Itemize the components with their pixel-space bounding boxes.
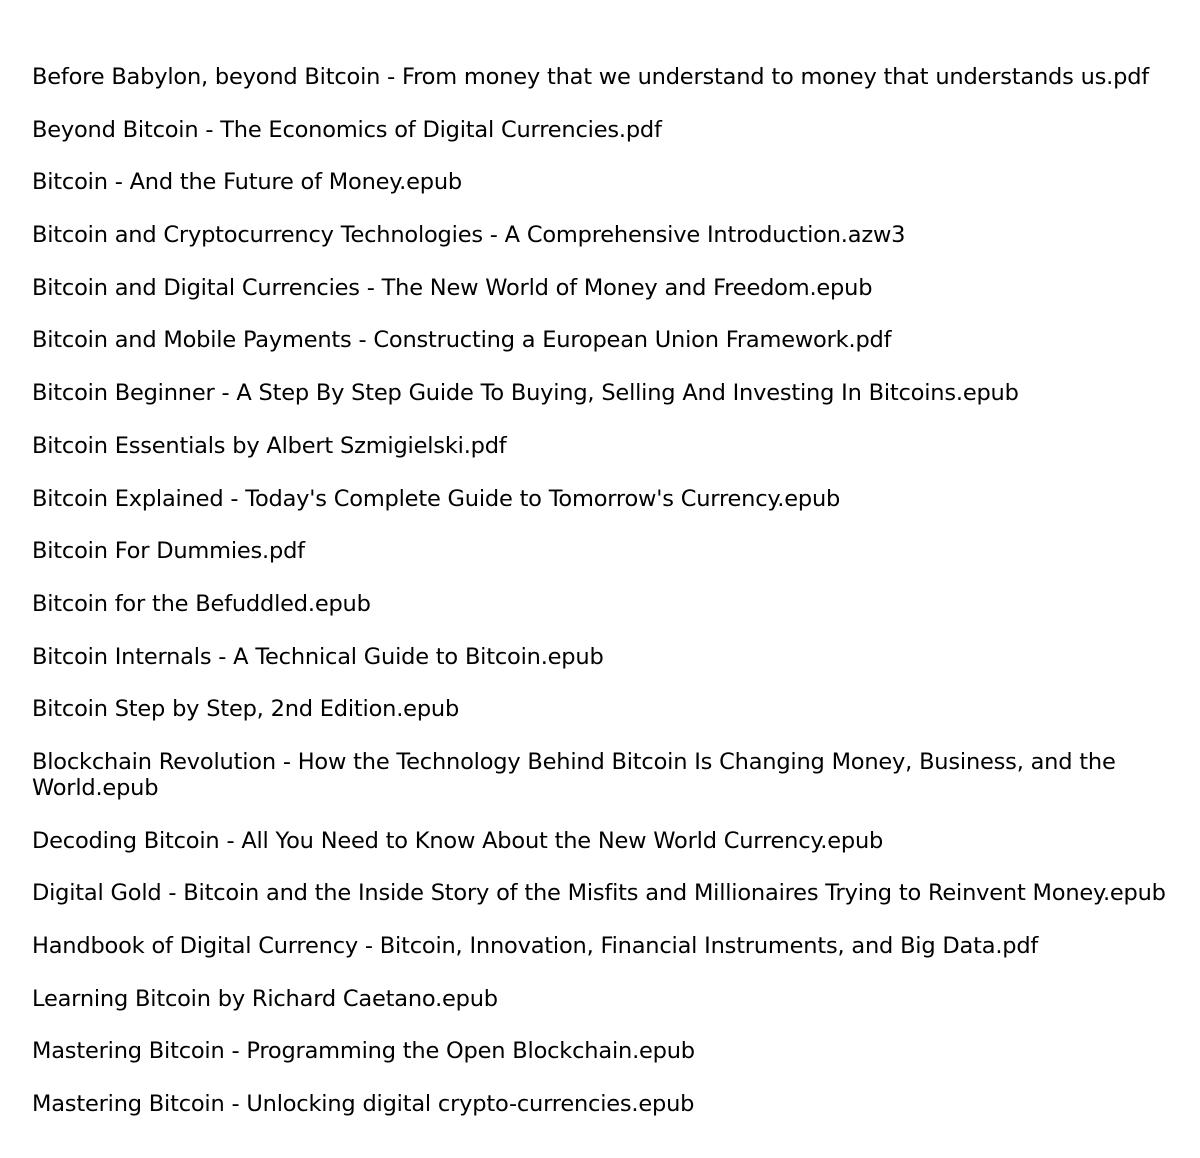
file-list-item: Bitcoin and Mobile Payments - Constructing a European Union Framework.pdf [32, 327, 892, 354]
file-list-item: Bitcoin Essentials by Albert Szmigielski.pdf [32, 432, 507, 459]
file-list-item: Mastering Bitcoin - Unlocking digital crypto-currencies.epub [32, 1091, 695, 1118]
file-list-item: Learning Bitcoin by Richard Caetano.epub [32, 985, 498, 1012]
file-list-item: Bitcoin for the Befuddled.epub [32, 590, 371, 617]
file-list-item: Bitcoin - And the Future of Money.epub [32, 169, 462, 196]
file-list-item: Beyond Bitcoin - The Economics of Digital Currencies.pdf [32, 116, 662, 143]
file-list-item: Blockchain Revolution - How the Technology Behind Bitcoin Is Changing Money, Business, and the World.epub [32, 748, 1116, 801]
file-list-item: Digital Gold - Bitcoin and the Inside Story of the Misfits and Millionaires Trying to Reinvent Money.epub [32, 880, 1166, 907]
file-list-item: Decoding Bitcoin - All You Need to Know About the New World Currency.epub [32, 827, 884, 854]
file-list-item: Bitcoin and Digital Currencies - The New World of Money and Freedom.epub [32, 274, 873, 301]
file-list-item: Bitcoin Explained - Today's Complete Guide to Tomorrow's Currency.epub [32, 485, 841, 512]
file-list-item: Bitcoin Internals - A Technical Guide to Bitcoin.epub [32, 643, 604, 670]
file-list-item: Bitcoin For Dummies.pdf [32, 538, 305, 565]
file-list-item: Mastering Bitcoin - Programming the Open Blockchain.epub [32, 1038, 695, 1065]
file-list-item: Bitcoin Beginner - A Step By Step Guide To Buying, Selling And Investing In Bitcoins.epub [32, 380, 1019, 407]
file-list-item: Bitcoin and Cryptocurrency Technologies - A Comprehensive Introduction.azw3 [32, 222, 906, 249]
file-list [32, 64, 1172, 1144]
file-list-item: Bitcoin Step by Step, 2nd Edition.epub [32, 696, 460, 723]
file-list-item: Handbook of Digital Currency - Bitcoin, Innovation, Financial Instruments, and Big Data.pdf [32, 933, 1039, 959]
file-list-item: Before Babylon, beyond Bitcoin - From money that we understand to money that understands us.pdf [32, 64, 1150, 90]
